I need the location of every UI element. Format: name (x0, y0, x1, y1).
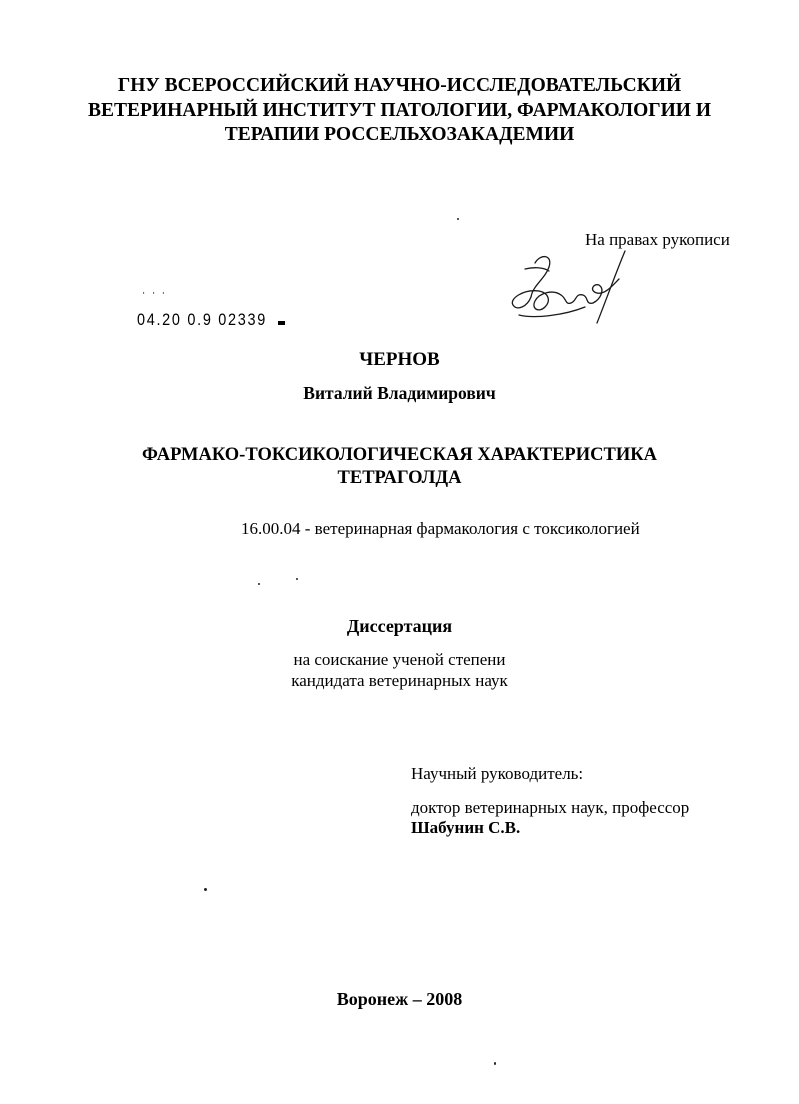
institution-header (0, 74, 799, 148)
institution-line-3: ТЕРАПИИ РОССЕЛЬХОЗАКАДЕМИИ (224, 124, 575, 145)
author-given-names: Виталий Владимирович (303, 383, 496, 403)
stamp-dash-mark (278, 321, 285, 325)
title-line-2: ТЕТРАГОЛДА (337, 468, 462, 488)
title-line-1: ФАРМАКО-ТОКСИКОЛОГИЧЕСКАЯ ХАРАКТЕРИСТИКА (141, 445, 657, 465)
degree-description (0, 650, 799, 691)
handwritten-signature (505, 245, 630, 330)
institution-line-2: ВЕТЕРИНАРНЫЙ ИНСТИТУТ ПАТОЛОГИИ, ФАРМАКОЛОГИИ И (87, 99, 712, 121)
scan-speck (296, 578, 298, 580)
degree-line-2: кандидата ветеринарных наук (291, 670, 508, 690)
author-surname: ЧЕРНОВ (359, 349, 440, 370)
city-and-year: Воронеж – 2008 (336, 989, 463, 1009)
supervisor-degree: доктор ветеринарных наук, профессор (411, 798, 690, 817)
degree-line-1: на соискание ученой степени (293, 650, 506, 669)
registration-stamp-number: 04.20 0.9 02339 (137, 310, 267, 329)
manuscript-rights-note: На правах рукописи (585, 230, 730, 249)
stamp-marks: ˙ ˙ ˙ (142, 290, 168, 305)
institution-line-1: ГНУ ВСЕРОССИЙСКИЙ НАУЧНО-ИССЛЕДОВАТЕЛЬСКИЙ (117, 75, 682, 96)
supervisor-name: Шабунин С.В. (411, 818, 521, 837)
scan-speck (457, 218, 459, 220)
supervisor-label: Научный руководитель: (411, 764, 584, 783)
document-type-label: Диссертация (346, 616, 453, 636)
specialty-code: 16.00.04 - ветеринарная фармакология с токсикологией (241, 519, 640, 538)
scan-speck (494, 1062, 496, 1065)
scan-speck (204, 888, 207, 891)
scan-speck (258, 583, 260, 585)
dissertation-title (0, 444, 799, 490)
